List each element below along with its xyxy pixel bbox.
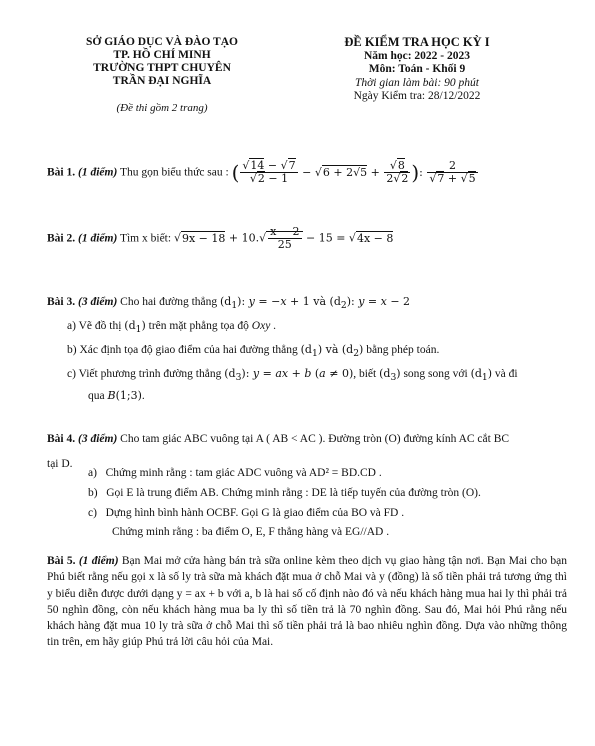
page-count-note: (Đề thi gồm 2 trang) bbox=[116, 102, 208, 114]
problem-3c-cont: qua B(1;3). bbox=[88, 389, 145, 402]
problem-5 bbox=[47, 553, 567, 651]
problem-4 bbox=[47, 432, 565, 447]
problem-2-equation: √9x − 18 + 10.√ $\frac{x - 2}{25}$ − 15 = √4x − 8 bbox=[173, 225, 394, 251]
problem-4-text-cont: tại D. bbox=[47, 458, 73, 470]
problem-3b: b) Xác định tọa độ giao điểm của hai đường thẳng $(d_1)$ và $(d_2)$ bằng phép toán. bbox=[67, 343, 440, 360]
subject: Môn: Toán - Khối 9 bbox=[368, 63, 466, 75]
problem-4-text: Cho tam giác ABC vuông tại A ( AB < AC ). Đường tròn (O) đường kính AC cắt BC bbox=[120, 433, 510, 445]
exam-title: ĐỀ KIỂM TRA HỌC KỲ I bbox=[344, 35, 490, 49]
problem-3-label: Bài 3. bbox=[47, 296, 76, 308]
problem-1 bbox=[47, 160, 565, 185]
problem-5-points: (1 điểm) bbox=[78, 555, 119, 567]
problem-1-points: (1 điểm) bbox=[78, 166, 118, 179]
school-year: Năm học: 2022 - 2023 bbox=[363, 49, 471, 62]
problem-2-points: (1 điểm) bbox=[78, 232, 118, 245]
problem-4-points: (3 điểm) bbox=[78, 433, 118, 445]
problem-3: Bài 3. (3 điểm) Cho hai đường thẳng $(d_1)$: y = −x + 1 và $(d_2)$: y = x − 2 bbox=[47, 295, 411, 312]
problem-3-text: Cho hai đường thẳng bbox=[120, 296, 218, 308]
school-header bbox=[62, 36, 262, 115]
city-name: TP. HỒ CHÍ MINH bbox=[113, 49, 211, 61]
problem-3a: a) Vẽ đồ thị $(d_1)$ trên mặt phẳng tọa độ Oxy . bbox=[67, 319, 277, 336]
school-name: TRẦN ĐẠI NGHĨA bbox=[112, 75, 212, 87]
problem-2-label: Bài 2. bbox=[47, 232, 76, 245]
problem-2 bbox=[47, 226, 565, 251]
problem-1-expression: ( $\frac{√14 - √7}{√2 - 1}$ − √6 + 2√5 + $\frac{√8}{2√2}$ ): $\frac{2}{√7 + √5}$ bbox=[231, 159, 476, 185]
problem-5-text: Bạn Mai mở cửa hàng bán trà sữa online kèm theo dịch vụ giao hàng tận nơi. Bạn Mai cho bạn Phú biết rằng nếu gọi x là số ly trà sữa mà khách đặt mua ở chỗ Mai và y (đồng) là số tiền phải trả tương ứng thì y biểu diễn được dưới dạng y = ax + b với a, b là hai số cố định nào đó và nếu khách hàng mua hai ly thì phải trả 50 nghìn đồng, còn nếu khách hàng mua ba ly thì số tiền trả là 70 nghìn đồng. Sau đó, Mai hỏi Phú rằng nếu khách hàng đặt mua 10 ly trà sữa ở chỗ Mai thì số tiền phải trả là bao nhiêu nghìn đồng. Dựa vào những thông tin trên, em hãy giúp Phú trả lời câu hỏi của Mai. bbox=[47, 555, 568, 649]
school-type: TRƯỜNG THPT CHUYÊN bbox=[93, 62, 231, 74]
exam-header bbox=[312, 36, 522, 104]
problem-1-label: Bài 1. bbox=[47, 166, 76, 179]
problem-1-text: Thu gọn biểu thức sau : bbox=[119, 166, 229, 179]
problem-2-text: Tìm x biết: bbox=[119, 232, 172, 245]
problem-3c: c) Viết phương trình đường thẳng $(d_3)$: y = ax + b (a ≠ 0), biết $(d_3)$ song song với $(d_1)$ và đi bbox=[67, 367, 518, 384]
exam-date: Ngày Kiểm tra: 28/12/2022 bbox=[353, 90, 481, 102]
problem-5-label: Bài 5. bbox=[47, 555, 76, 567]
problem-3-points: (3 điểm) bbox=[78, 296, 118, 308]
department-name: SỞ GIÁO DỤC VÀ ĐÀO TẠO bbox=[86, 36, 238, 48]
problem-4c: c) Dựng hình bình hành OCBF. Gọi G là giao điểm của BO và FD . bbox=[88, 507, 405, 519]
problem-4c-cont: Chứng minh rằng : ba điểm O, E, F thẳng hàng và EG//AD . bbox=[112, 526, 390, 538]
problem-4a: a) Chứng minh rằng : tam giác ADC vuông và AD² = BD.CD . bbox=[88, 467, 382, 479]
problem-4b: b) Gọi E là trung điểm AB. Chứng minh rằng : DE là tiếp tuyến của đường tròn (O). bbox=[88, 487, 481, 499]
duration: Thời gian làm bài: 90 phút bbox=[354, 76, 480, 89]
problem-4-label: Bài 4. bbox=[47, 433, 76, 445]
